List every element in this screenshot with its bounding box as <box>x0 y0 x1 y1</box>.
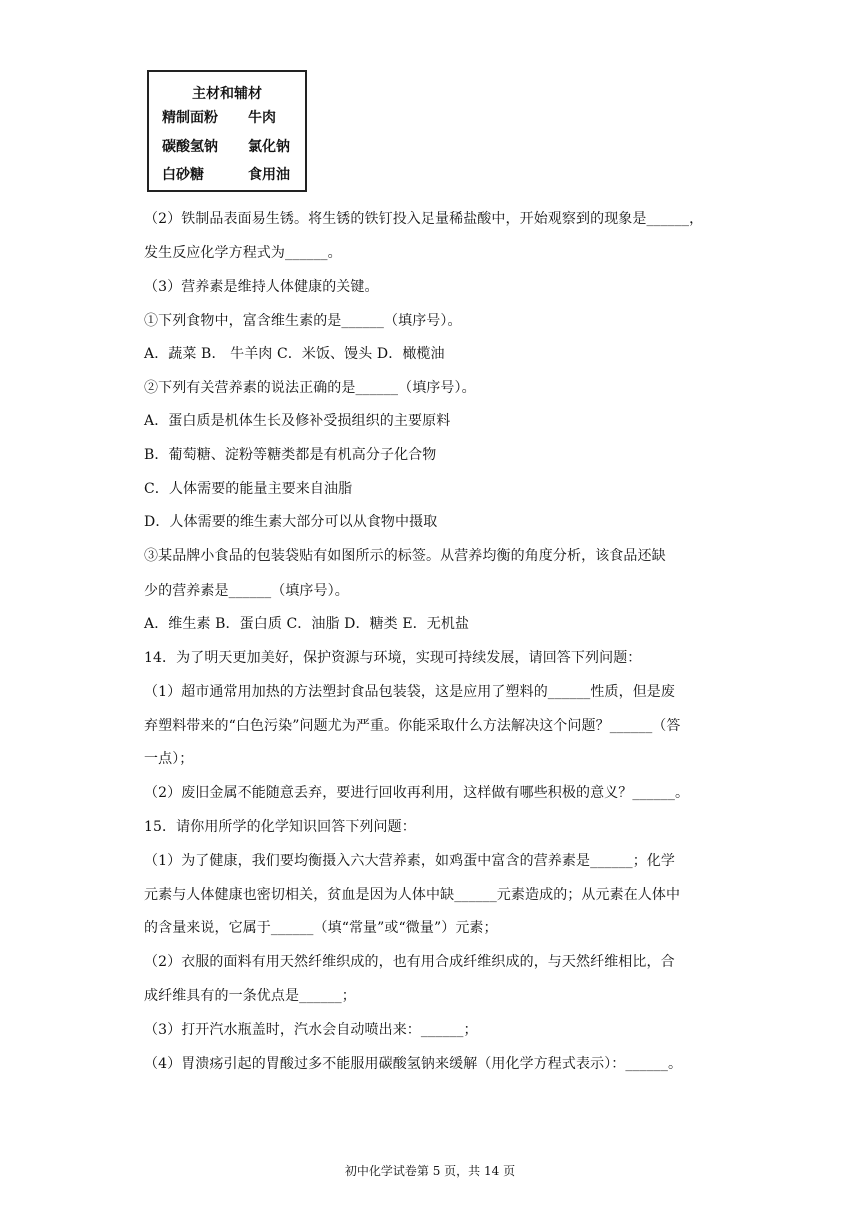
question-line: D．人体需要的维生素大部分可以从食物中摄取 <box>144 514 438 530</box>
label-item-baking-soda: 碳酸氢钠 <box>162 139 218 155</box>
question-line: 15．请你用所学的化学知识回答下列问题： <box>144 819 416 835</box>
question-line: 元素与人体健康也密切相关，贫血是因为人体中缺______元素造成的；从元素在人体中 <box>144 887 681 903</box>
question-line: B．葡萄糖、淀粉等糖类都是有机高分子化合物 <box>144 447 437 463</box>
question-line: （1）超市通常用加热的方法塑封食品包装袋，这是应用了塑料的______性质，但是废 <box>144 684 676 700</box>
question-line: （3）打开汽水瓶盖时，汽水会自动喷出来：______； <box>144 1022 478 1038</box>
question-line: A．维生素 B．蛋白质 C．油脂 D．糖类 E．无机盐 <box>144 616 470 632</box>
label-item-salt: 氯化钠 <box>248 139 290 155</box>
label-title: 主材和辅材 <box>192 86 262 102</box>
question-line: （2）衣服的面料有用天然纤维织成的，也有用合成纤维织成的，与天然纤维相比，合 <box>144 954 675 970</box>
question-line: A．蔬菜 B． 牛羊肉 C．米饭、馒头 D．橄榄油 <box>144 346 445 362</box>
question-line: 的含量来说，它属于______（填“常量”或“微量”）元素； <box>144 920 498 936</box>
question-line: 少的营养素是______（填序号）。 <box>144 583 349 599</box>
question-line: 成纤维具有的一条优点是______； <box>144 988 356 1004</box>
question-line: C．人体需要的能量主要来自油脂 <box>144 481 353 497</box>
label-item-flour: 精制面粉 <box>162 110 218 126</box>
label-item-sugar: 白砂糖 <box>162 167 204 183</box>
page-footer: 初中化学试卷第 5 页，共 14 页 <box>344 1164 516 1178</box>
question-line: 14．为了明天更加美好，保护资源与环境，实现可持续发展，请回答下列问题： <box>144 650 642 666</box>
question-line: （2）废旧金属不能随意丢弃，要进行回收再利用，这样做有哪些积极的意义？______。 <box>144 785 690 801</box>
question-line: （1）为了健康，我们要均衡摄入六大营养素，如鸡蛋中富含的营养素是______；化学 <box>144 853 676 869</box>
food-label-box <box>147 70 307 192</box>
question-line: ②下列有关营养素的说法正确的是______（填序号）。 <box>144 380 476 396</box>
question-line: 一点）； <box>144 751 194 767</box>
label-item-oil: 食用油 <box>248 167 290 183</box>
question-line: （4）胃溃疡引起的胃酸过多不能服用碳酸氢钠来缓解（用化学方程式表示）：______。 <box>144 1056 683 1072</box>
question-line: （3）营养素是维持人体健康的关键。 <box>144 279 379 295</box>
label-item-beef: 牛肉 <box>248 110 276 126</box>
question-line: （2）铁制品表面易生锈。将生锈的铁钉投入足量稀盐酸中，开始观察到的现象是______， <box>144 211 704 227</box>
question-line: 弃塑料带来的“白色污染”问题尤为严重。你能采取什么方法解决这个问题？______（答 <box>144 718 681 734</box>
question-line: A．蛋白质是机体生长及修补受损组织的主要原料 <box>144 413 451 429</box>
question-line: ①下列食物中，富含维生素的是______（填序号）。 <box>144 313 462 329</box>
question-line: ③某品牌小食品的包装袋贴有如图所示的标签。从营养均衡的角度分析，该食品还缺 <box>144 548 666 564</box>
question-line: 发生反应化学方程式为______。 <box>144 245 342 261</box>
